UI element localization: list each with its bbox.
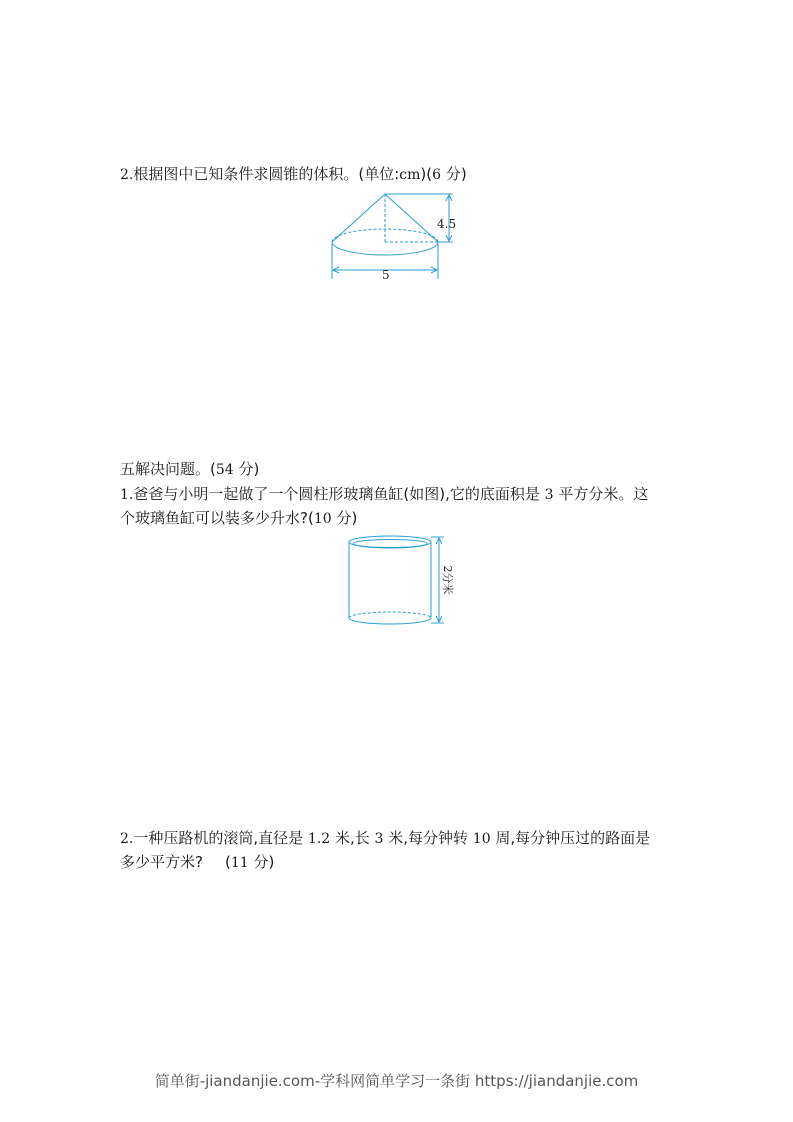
length-value: 3 bbox=[374, 831, 384, 847]
score-unit: 分) bbox=[445, 165, 467, 183]
cylinder-figure bbox=[340, 530, 455, 630]
question-text: 平方分米。这 bbox=[558, 485, 649, 503]
question-number: 2. bbox=[120, 831, 134, 847]
cone-base-front-edge bbox=[332, 242, 438, 255]
score-unit: 分) bbox=[336, 509, 358, 527]
question-text: 个玻璃鱼缸可以装多少升水?( bbox=[120, 509, 314, 527]
question-text: 爸爸与小明一起做了一个圆柱形玻璃鱼缸(如图),它的底面积是 bbox=[133, 485, 540, 503]
score-value: 11 bbox=[230, 855, 249, 871]
section-title-text: 五解决问题。( bbox=[120, 460, 216, 478]
section-score: 54 bbox=[215, 462, 234, 478]
page-footer: 简单街-jiandanjie.com-学科网简单学习一条街 https://jiandanjie.com bbox=[154, 1072, 639, 1090]
question-number: 2. bbox=[120, 167, 134, 183]
cone-right-slant bbox=[385, 194, 438, 242]
question-5-1-line-1 bbox=[120, 484, 648, 505]
question-text: 周,每分钟压过的路面是 bbox=[495, 829, 651, 847]
question-paren: )( bbox=[420, 165, 433, 183]
question-5-2-line-2 bbox=[120, 852, 274, 873]
section-5-title bbox=[120, 459, 259, 480]
cylinder-bottom-front-edge bbox=[349, 618, 431, 624]
diameter-value: 1.2 bbox=[307, 831, 331, 847]
cone-figure bbox=[325, 188, 475, 284]
question-text: 根据图中已知条件求圆锥的体积。(单位: bbox=[133, 165, 400, 183]
cylinder-bottom-back-edge bbox=[349, 612, 431, 618]
score-value: 6 bbox=[432, 167, 442, 183]
question-5-2-line-1 bbox=[120, 828, 650, 849]
cylinder-top-inner-rim bbox=[353, 540, 427, 548]
question-number: 1. bbox=[120, 487, 134, 503]
diameter-label: 5 bbox=[382, 268, 390, 282]
question-text: 米,长 bbox=[334, 829, 370, 847]
question-text: 多少平方米? bbox=[120, 853, 203, 871]
unit-value: cm bbox=[399, 167, 421, 183]
score-paren: ( bbox=[224, 853, 231, 871]
base-area-value: 3 bbox=[544, 487, 554, 503]
question-text: 一种压路机的滚筒,直径是 bbox=[133, 829, 304, 847]
score-value: 10 bbox=[313, 511, 332, 527]
question-text: 米,每分钟转 bbox=[388, 829, 469, 847]
score-unit: 分) bbox=[253, 853, 275, 871]
height-label: 2分米 bbox=[441, 565, 454, 595]
height-label: 4.5 bbox=[437, 217, 457, 231]
question-5-1-line-2 bbox=[120, 508, 357, 529]
cone-left-slant bbox=[332, 194, 385, 242]
turns-value: 10 bbox=[472, 831, 491, 847]
question-4-2-text bbox=[120, 164, 467, 185]
section-score-unit: 分) bbox=[238, 460, 260, 478]
